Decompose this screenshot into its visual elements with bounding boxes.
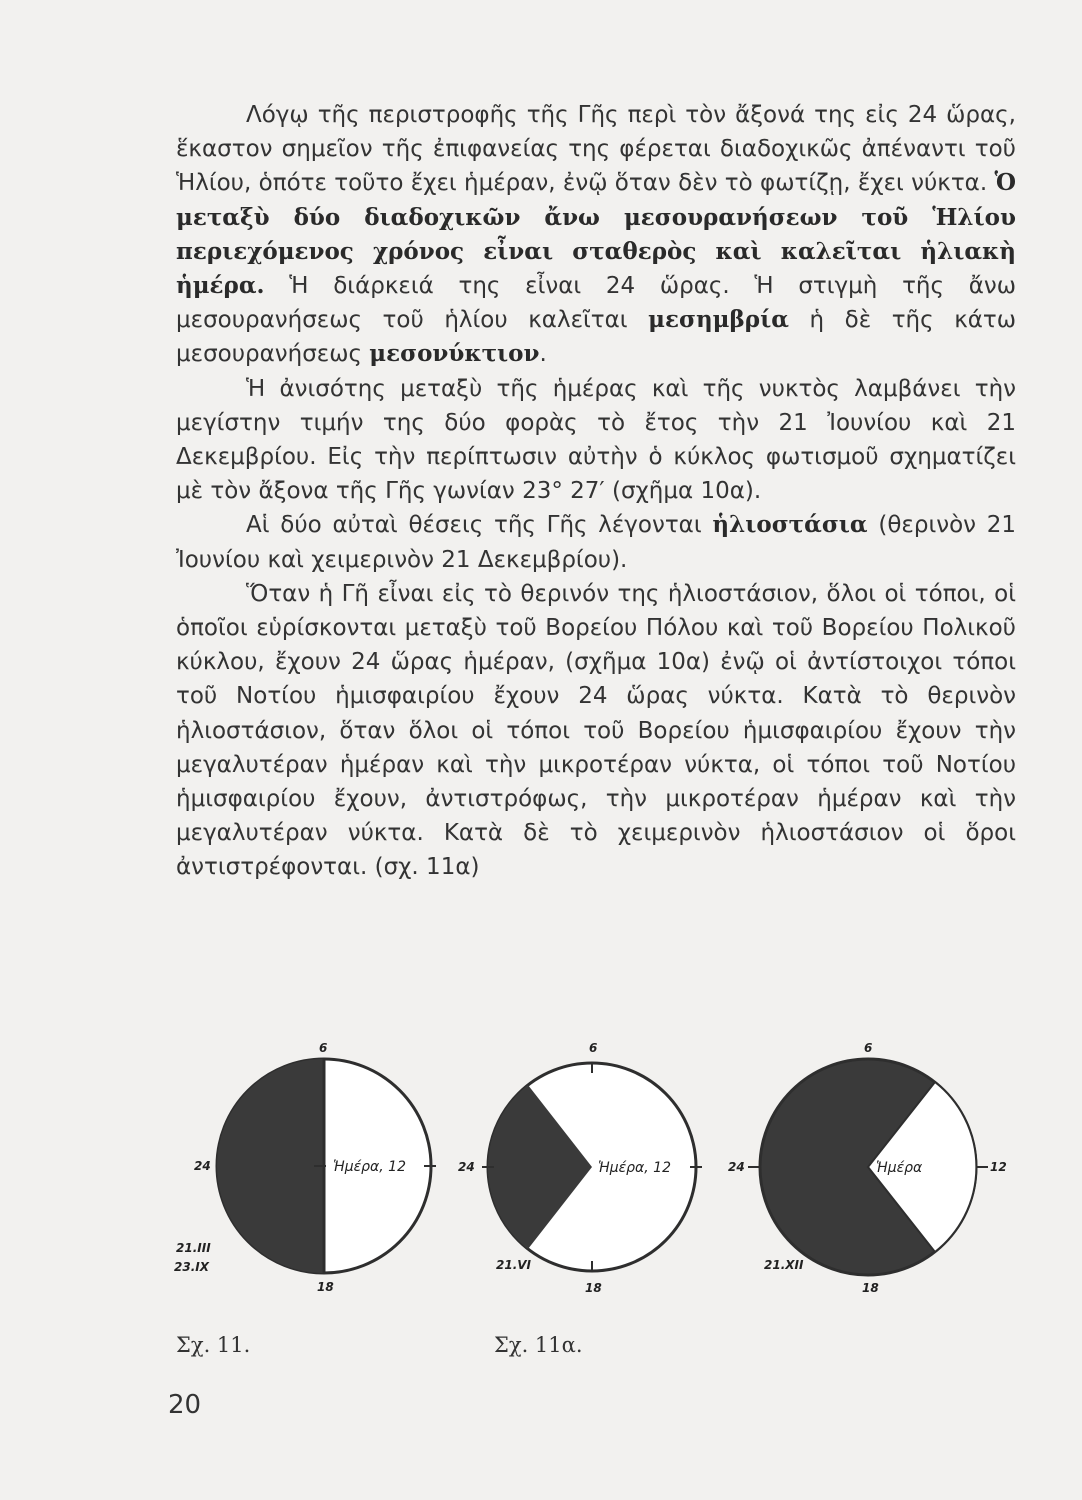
label-24: 24 [728, 1160, 745, 1174]
p3-text: Αἱ δύο αὐταὶ θέσεις τῆς Γῆς λέγονται [246, 512, 702, 539]
paragraph-1 [176, 98, 1016, 372]
diagram-equinox [174, 1041, 436, 1294]
body-text [176, 98, 1016, 885]
night-sector-equinox [217, 1059, 324, 1273]
caption-fig-11: Σχ. 11. [176, 1333, 251, 1357]
p1-end: . [539, 341, 547, 368]
paragraph-3 [176, 508, 1016, 576]
label-day: Ἡμέρα [876, 1160, 923, 1176]
label-day-12: Ἡμέρα, 12 [333, 1159, 407, 1175]
diagrams-svg [0, 1040, 1082, 1320]
label-6: 6 [319, 1041, 328, 1055]
label-18: 18 [862, 1281, 879, 1295]
p1-text-3: ἡ δὲ τῆς κάτω μεσουρανήσεως [176, 307, 1017, 368]
term-mesonyktion: μεσονύκτιον [369, 340, 540, 368]
date-label: 21.VI [496, 1258, 532, 1272]
paragraph-2: Ἡ ἀνισότης μεταξὺ τῆς ἡμέρας καὶ τῆς νυκτὸς λαμβάνει τὴν μεγίστην τιμήν της δύο φορὰς τὸ ἔτος τὴν 21 Ἰουνίου καὶ 21 Δεκεμβρίου. Εἰς τὴν περίπτωσιν αὐτὴν ὁ κύκλος φωτισμοῦ σχηματίζει μὲ τὸν ἄξονα τῆς Γῆς γωνίαν 23° 27′ (σχῆμα 10α). [176, 375, 1016, 505]
diagram-winter-solstice [728, 1041, 1007, 1295]
label-18: 18 [317, 1280, 334, 1294]
label-6: 6 [864, 1041, 873, 1055]
label-6: 6 [589, 1041, 598, 1055]
page-number: 20 [168, 1390, 202, 1420]
date-label: 23.IX [174, 1260, 209, 1274]
label-24: 24 [194, 1159, 211, 1173]
term-iliostasia: ἡλιοστάσια [712, 511, 868, 539]
p3-text-2: (θερινὸν 21 Ἰουνίου καὶ χειμερινὸν 21 Δεκεμβρίου). [176, 512, 1017, 573]
label-24: 24 [458, 1160, 475, 1174]
diagram-summer-solstice [458, 1041, 702, 1295]
label-day-12: Ἡμέρα, 12 [598, 1160, 672, 1176]
date-label: 21.XII [764, 1258, 804, 1272]
paragraph-4: Ὅταν ἡ Γῆ εἶναι εἰς τὸ θερινόν της ἡλιοστάσιον, ὅλοι οἱ τόποι, οἱ ὁποῖοι εὑρίσκονται μεταξὺ τοῦ Βορείου Πόλου καὶ τοῦ Βορείου Πολικοῦ κύκλου, ἔχουν 24 ὥρας ἡμέραν, (σχῆμα 10α) ἐνῷ οἱ ἀντίστοιχοι τόποι τοῦ Νοτίου ἡμισφαιρίου ἔχουν 24 ὥρας νύκτα. Κατὰ τὸ θερινὸν ἡλιοστάσιον, ὅταν ὅλοι οἱ τόποι τοῦ Βορείου ἡμισφαιρίου ἔχουν τὴν μεγαλυτέραν ἡμέραν καὶ τὴν μικροτέραν νύκτα, οἱ τόποι τοῦ Νοτίου ἡμισφαιρίου ἔχουν, ἀντιστρόφως, τὴν μικροτέραν ἡμέραν καὶ τὴν μεγαλυτέραν νύκτα. Κατὰ δὲ τὸ χειμερινὸν ἡλιοστάσιον οἱ ὅροι ἀντιστρέφονται. (σχ. 11α) [176, 580, 1016, 881]
day-night-diagrams [0, 1040, 1082, 1320]
label-12: 12 [990, 1160, 1007, 1174]
date-label: 21.III [176, 1241, 211, 1255]
label-18: 18 [585, 1281, 602, 1295]
p1-text: Λόγῳ τῆς περιστροφῆς τῆς Γῆς περὶ τὸν ἄξονά της εἰς 24 ὥρας, ἕκαστον σημεῖον τῆς ἐπιφανείας της φέρεται διαδοχικῶς ἀπέναντι τοῦ Ἡλίου, ὁπότε τοῦτο ἔχει ἡμέραν, ἐνῷ ὅταν δὲν τὸ φωτίζῃ, ἔχει νύκτα. [176, 102, 1016, 197]
term-mesimvria: μεσημβρία [648, 306, 789, 334]
caption-fig-11a: Σχ. 11α. [494, 1333, 583, 1357]
p1-text-2: Ἡ διάρκειά της εἶναι 24 ὥρας. Ἡ στιγμὴ τῆς ἄνω μεσουρανήσεως τοῦ ἡλίου καλεῖται [176, 273, 1017, 334]
p1-definition: Ὁ μεταξὺ δύο διαδοχικῶν ἄνω μεσουρανήσεων τοῦ Ἡλίου περιεχόμενος χρόνος εἶναι σταθερὸς καὶ καλεῖται ἡλιακὴ ἡμέρα. [176, 169, 1016, 300]
